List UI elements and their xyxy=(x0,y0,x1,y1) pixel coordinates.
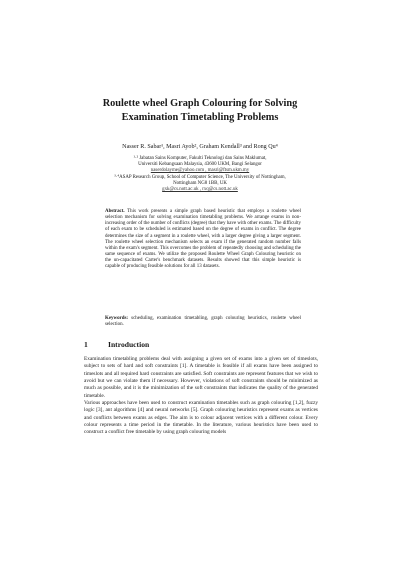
author-list: Nasser R. Sabar¹, Masri Ayob², Graham Kendall³ and Rong Qu⁴ xyxy=(122,144,278,150)
abstract-label: Abstract. xyxy=(105,209,125,214)
affiliations xyxy=(70,156,330,193)
paper-title xyxy=(60,97,340,124)
section-heading-introduction xyxy=(84,340,149,349)
affiliation-line: Universiti Kebangsaan Malaysia, 43600 UKM, Bangi Selangor xyxy=(138,162,262,168)
keywords-text: scheduling, examination timetabling, graph colouring heuristics, roulette wheel selection. xyxy=(105,316,301,328)
affiliation-line: ¹·² Jabatan Sains Komputer, Fakulti Teknologi dan Sains Maklumat, xyxy=(133,156,267,161)
body-paragraph: Examination timetabling problems deal with assigning a given set of exams into a given set of timeslots, subject to sets of hard and soft constraints [1]. A timetable is feasible if all exams have been assigned to timeslots and all required hard constraints are satisfied. Soft constraints are represent features that we wish to avoid but we can violate them if necessary. However, violations of soft constraints should be minimized as much as possible, and it is the minimization of the soft constraints that indicates the quality of the generated timetable. xyxy=(84,356,318,399)
affiliation-email[interactable]: naserdolayme@yahoo.com , masri@ftsm.ukm.my xyxy=(150,168,250,174)
abstract-block xyxy=(105,209,301,271)
abstract-text: This work presents a simple graph based heuristic that employs a roulette wheel selection mechanism for solving examination timetabling problems. We arrange exams in non-increasing order of the number of conflicts (degree) that they have with other exams. The difficulty of each exam to be scheduled is estimated based on the degree of exams in conflict. The degree determines the size of a segment in a roulette wheel, with a larger degree giving a larger segment. The roulette wheel selection mechanism selects an exam if the generated random number falls within the exam's segment. This overcomes the problem of repeatedly choosing and scheduling the same sequence of exams. We utilize the proposed Roulette Wheel Graph Colouring heuristic on the un-capacitated Carter's benchmark datasets. Results showed that this simple heuristic is capable of producing feasible solutions for all 13 datasets. xyxy=(105,209,301,270)
keywords-block xyxy=(105,316,301,328)
title-line-1: Roulette wheel Graph Colouring for Solving xyxy=(102,98,298,109)
affiliation-email[interactable]: gxk@cs.nott.ac.uk , rxq@cs.nott.ac.uk xyxy=(162,187,238,193)
title-line-2: Examination Timetabling Problems xyxy=(121,111,279,123)
section-number: 1 xyxy=(84,340,88,349)
introduction-body xyxy=(84,356,318,437)
affiliation-line: Nottingham NG8 1BB, UK xyxy=(173,180,227,186)
body-paragraph: Various approaches have been used to construct examination timetables such as graph colouring [1,2], fuzzy logic [3], ant algorithms [4] and neural networks [5]. Graph colouring heuristics represent exams as vertices and conflicts between exams as edges. The aim is to colour adjacent vertices with a different colour. Every colour represents a time period in the timetable. In the literature, various heuristics have been used to construct a conflict free timetable by using graph colouring models xyxy=(84,400,318,436)
affiliation-line: ³·⁴ASAP Research Group, School of Computer Science, The University of Nottingham, xyxy=(114,174,286,180)
section-title: Introduction xyxy=(108,340,150,349)
keywords-label: Keywords: xyxy=(105,316,129,321)
